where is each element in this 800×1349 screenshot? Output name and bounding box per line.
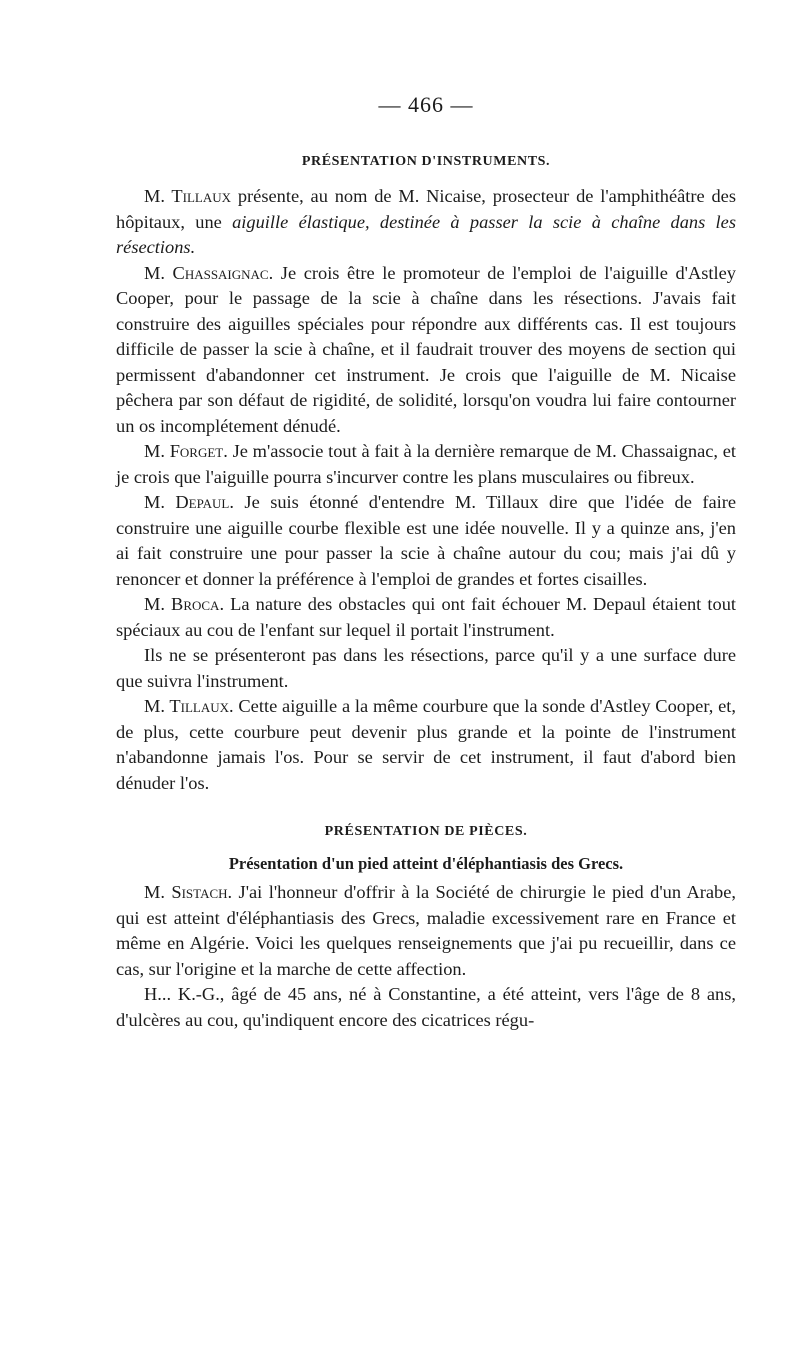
section-title-instruments: PRÉSENTATION D'INSTRUMENTS. [301, 154, 551, 169]
paragraph-text: Je m'associe tout à fait à la dernière remarque de M. Chassaignac, et je crois que l'aiguille pourra s'incurver contre les plans musculaires ou fibreux. [116, 441, 737, 487]
paragraph-chassaignac [116, 261, 736, 440]
speaker-name: M. Chassaignac. [144, 262, 274, 283]
speaker-name: M. Forget. [144, 441, 228, 461]
paragraph-case-history: H... K.-G., âgé de 45 ans, né à Constantine, a été atteint, vers l'âge de 8 ans, d'ulcères au cou, qu'indiquent encore des cicatrices régu- [116, 984, 736, 1030]
speaker-name: M. Tillaux [144, 186, 232, 206]
speaker-name: M. Broca. [144, 594, 225, 614]
paragraph-text: Je crois être le promoteur de l'emploi de l'aiguille d'Astley Cooper, pour le passage de la scie à chaîne dans les résections. J'avais fait construire des aiguilles spéciales pour répondre aux différents cas. Il est toujours difficile de passer la scie à chaîne, et il faudrait trouver des moyens de section qui permissent d'abandonner cet instrument. Je crois que l'aiguille de M. Nicaise pêchera par son défaut de rigidité, de solidité, lorsqu'on voudra lui faire contourner un os incomplétement dénudé. [116, 262, 736, 436]
paragraph-broca-continued: Ils ne se présenteront pas dans les résections, parce qu'il y a une surface dure que suivra l'instrument. [116, 645, 736, 691]
paragraph-broca [116, 592, 736, 643]
section-title-pieces: PRÉSENTATION DE PIÈCES. [324, 824, 528, 839]
paragraph-forget [116, 439, 736, 490]
paragraph-text: Je suis étonné d'entendre M. Tillaux dire que l'idée de faire construire une aiguille courbe flexible est une idée nouvelle. Il y a quinze ans, j'en ai fait construire une pour passer la scie à chaîne autour du cou; mais j'ai dû y renoncer et donner la préférence à l'emploi de grandes et fortes cisailles. [116, 492, 736, 589]
speaker-name: M. Sistach. [144, 882, 233, 902]
section-spacer [116, 796, 736, 824]
paragraph-text: J'ai l'honneur d'offrir à la Société de chirurgie le pied d'un Arabe, qui est atteint d'éléphantiasis des Grecs, maladie excessivement rare en France et même en Algérie. Voici les quelques renseignements que j'ai pu recueillir, dans ce cas, sur l'origine et la marche de cette affection. [116, 882, 736, 979]
paragraph-text: Cette aiguille a la même courbure que la sonde d'Astley Cooper, et, de plus, cette courbure peut devenir plus grande et la pointe de l'instrument n'abandonne jamais l'os. Pour se servir de cet instrument, il faut d'abord bien dénuder l'os. [116, 696, 736, 793]
instrument-title: aiguille élastique, destinée à passer la scie à chaîne dans les résections. [116, 211, 736, 257]
paragraph-sistach [116, 880, 736, 982]
paragraph-tillaux-reply [116, 694, 736, 796]
page-number: — 466 — [378, 92, 474, 117]
paragraph-text: présente, au nom de M. Nicaise, prosecteur de l'amphithéâtre des hôpitaux, une [116, 186, 737, 232]
speaker-name: M. Tillaux. [144, 696, 234, 716]
paragraph-text: La nature des obstacles qui ont fait échouer M. Depaul étaient tout spéciaux au cou de l'enfant sur lequel il portait l'instrument. [116, 594, 737, 640]
paragraph-depaul [116, 490, 736, 592]
paragraph-tillaux-presentation [116, 184, 736, 261]
subsection-title: Présentation d'un pied atteint d'éléphantiasis des Grecs. [228, 854, 624, 873]
speaker-name: M. Depaul. [144, 492, 234, 512]
